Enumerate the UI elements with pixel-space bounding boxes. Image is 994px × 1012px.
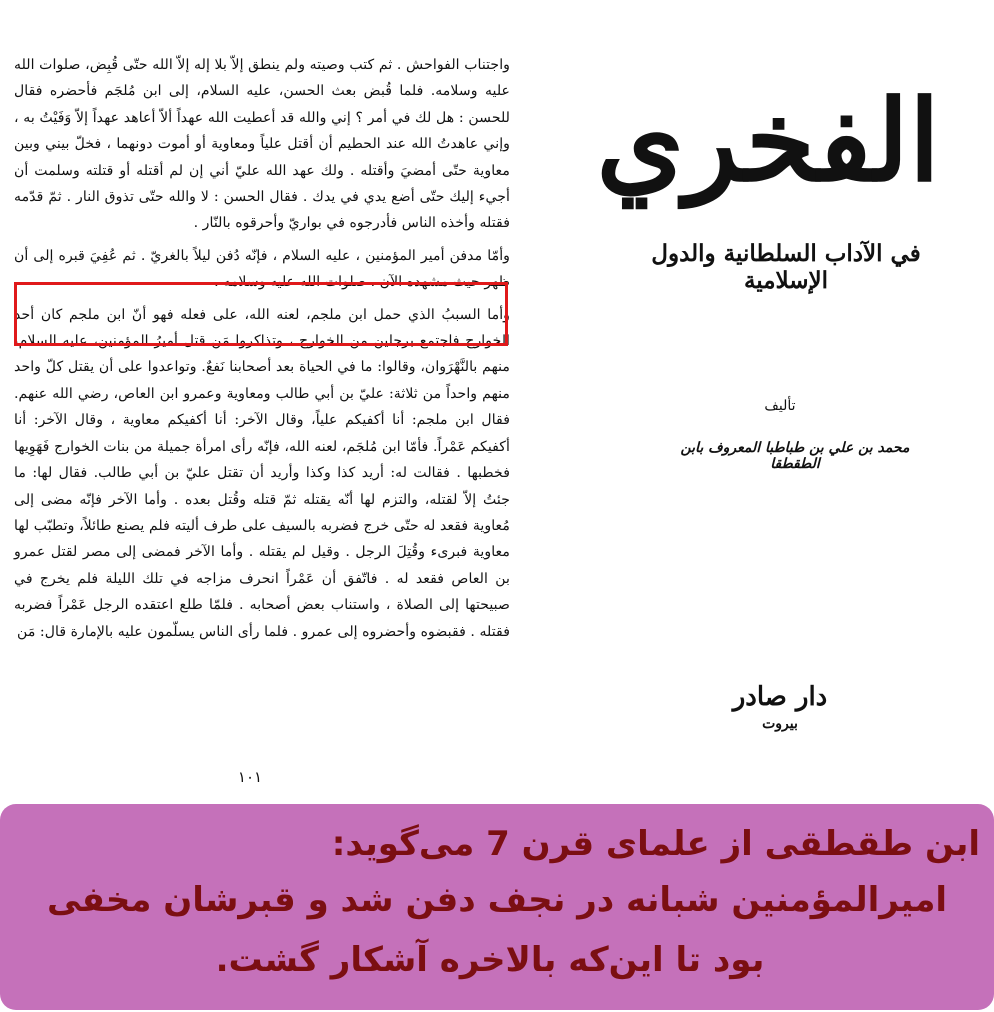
publisher-name: دار صادر bbox=[732, 682, 828, 712]
book-title: الفخري bbox=[596, 76, 940, 207]
highlight-box bbox=[14, 282, 508, 346]
paragraph-reason-of-ibn-muljam: وأما السببُ الذي حمل ابن ملجم، لعنه الله، على فعله فهو أنّ ابن ملجم كان أحد الخوارج فاجتمع برجلين من الخوارج ، وتذاكروا مَن قتل أميرُ المؤمنين، عليه السلام، منهم بالنَّهْرَوان، وقالوا: ما في الحياة بعد أصحابنا نَفعٌ. وتواعدوا على أن يقتل كلّ واحد منهم واحداً من ثلاثة: عليّ بن أبي طالب ومعاوية وعمرو ابن العاص، رضي الله عنهم. فقال ابن ملجم: أنا أكفيكم علياً، وقال الآخر: أنا أكفيكم معاوية ، وقال الآخر: أنا أكفيكم عَمْراً. فأمّا ابن مُلجَم، لعنه الله، فإنّه رأى امرأة جميلة من بنات الخوارج فَهَوِيها فخطبها . فقالت له: أريد كذا وكذا وأريد أن تقتل عليّ بن أبي طالب. فقال لها: ما جئتُ إلاّ لقتله، والتزم لها أنّه يقتله ثمّ قتله وقُتل بعده . وأما الآخر فإنّه مضى إلى مُعاوية فقعد له حتّى خرج فضربه بالسيف على طرف أليته فلم يصنع طائلاً، وتطبّب لها معاوية فبرىء وقُتِلَ الرجل . وقيل لم يقتله . وأما الآخر فمضى إلى مصر لقتل عمرو بن العاص فقعد له . فاتّفق أن عَمْراً انحرف مزاجه في تلك الليلة فلم يخرج في صبيحتها إلى الصلاة ، واستناب بعض أصحابه . فلمّا طلع اعتقده الرجل عَمْراً فضربه فقتله . فقبضوه وأحضروه إلى عمرو . فلما رأى الناس يسلّمون عليه بالإمارة قال: مَن bbox=[14, 306, 510, 640]
book-subtitle: في الآداب السلطانية والدول الإسلامية bbox=[651, 240, 921, 294]
caption-line-1: ابن طقطقی از علمای قرن 7 می‌گوید: bbox=[331, 824, 980, 864]
page-number: ١٠١ bbox=[237, 768, 263, 786]
publisher-city: بيروت bbox=[762, 716, 798, 732]
author-label: تأليف bbox=[764, 398, 796, 414]
book-page-text bbox=[14, 52, 510, 645]
paragraph-ibn-muljam-execution: واجتناب الفواحش . ثم كتب وصيته ولم ينطق إلاّ بلا إله إلاّ الله حتّى قُبِض، صلوات الله عليه وسلامه. فلما قُبض بعث الحسن، عليه السلام، إلى ابن مُلجَم فأحضره فقال للحسن : هل لك في أمر ؟ إني والله قد أعطيت الله عهداً ألاّ أعاهد عهداً إلاّ وَفَيْتُ به ، وإني عاهدتُ الله عند الحطيم أن أقتل علياً ومعاوية أو أموت دونهما ، فخلّ بيني وبين معاوية حتّى أمضيَ وأقتله . ولك عهد الله عليّ أني إن لم أقتله أو قتلته وسلمت أن أجيء إليك حتّى أضع يدي في يدك . فقال الحسن : لا والله حتّى تذوق النار . ثمّ قدّمه فقتله وأخذه الناس فأدرجوه في بواريّ وأحرقوه بالنّار . bbox=[14, 57, 510, 232]
caption-line-3: بود تا این‌که بالاخره آشکار گشت. bbox=[215, 940, 765, 980]
caption-line-2: امیرالمؤمنین شبانه در نجف دفن شد و قبرشان مخفی bbox=[46, 880, 948, 920]
paragraph-burial-of-amir-al-muminin: وأمّا مدفن أمير المؤمنين ، عليه السلام ، فإنّه دُفن ليلاً بالغريّ . ثم عُفِيَ قبره إلى أن ظهر حيث مشهده الآن ، صلوات الله عليه وسلامه . bbox=[14, 247, 510, 291]
author-name: محمد بن علي بن طباطبا المعروف بابن الطقطقا bbox=[680, 440, 910, 472]
